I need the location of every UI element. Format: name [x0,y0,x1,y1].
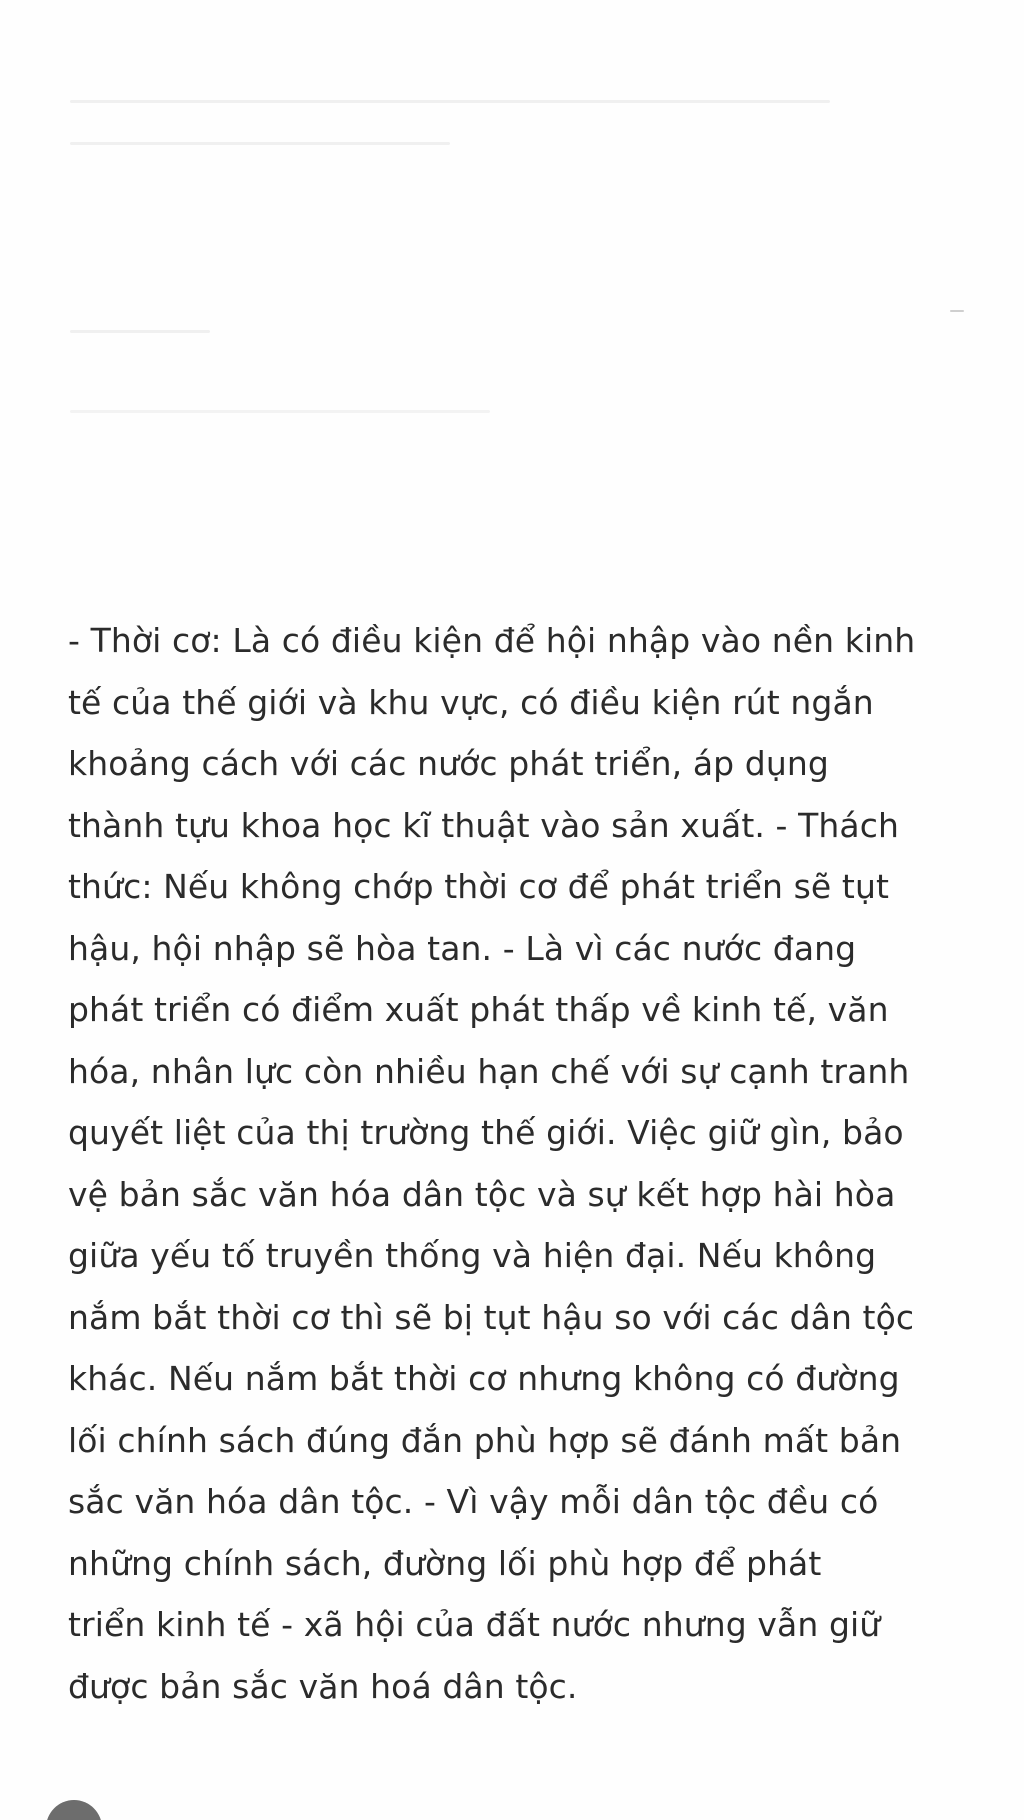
ghost-line [70,330,210,333]
corner-avatar-fragment [46,1800,102,1820]
bleed-through-ghost-text [70,80,950,480]
text-line: - Thời cơ: Là có điều kiện để hội nhập vào nền kinh [68,621,916,660]
text-line: giữa yếu tố truyền thống và hiện đại. Nếu không [68,1236,877,1275]
text-line: hậu, hội nhập sẽ hòa tan. - Là vì các nước đang [68,928,857,968]
answer-text-block [68,610,968,1717]
text-line: lối chính sách đúng đắn phù hợp sẽ đánh mất bản [68,1420,902,1460]
text-line: triển kinh tế - xã hội của đất nước nhưng vẫn giữ [68,1605,881,1644]
text-line: vệ bản sắc văn hóa dân tộc và sự kết hợp hài hòa [68,1174,896,1214]
text-line: thành tựu khoa học kĩ thuật vào sản xuất. - Thách [68,805,899,845]
text-line: sắc văn hóa dân tộc. - Vì vậy mỗi dân tộc đều có [68,1482,879,1521]
text-line: được bản sắc văn hoá dân tộc. [68,1666,578,1706]
ghost-mark [950,310,964,312]
text-line: nắm bắt thời cơ thì sẽ bị tụt hậu so với các dân tộc [68,1297,915,1337]
ghost-line [70,410,490,413]
text-line: những chính sách, đường lối phù hợp để phát [68,1543,822,1583]
text-line: khác. Nếu nắm bắt thời cơ nhưng không có đường [68,1359,900,1398]
ghost-line [70,100,830,103]
text-line: hóa, nhân lực còn nhiều hạn chế với sự cạnh tranh [68,1051,910,1091]
text-line: tế của thế giới và khu vực, có điều kiện rút ngắn [68,682,874,722]
text-line: phát triển có điểm xuất phát thấp về kinh tế, văn [68,990,889,1029]
text-line: khoảng cách với các nước phát triển, áp dụng [68,744,829,783]
ghost-line [70,142,450,145]
text-line: thức: Nếu không chớp thời cơ để phát triển sẽ tụt [68,867,890,906]
text-line: quyết liệt của thị trường thế giới. Việc giữ gìn, bảo [68,1113,904,1152]
